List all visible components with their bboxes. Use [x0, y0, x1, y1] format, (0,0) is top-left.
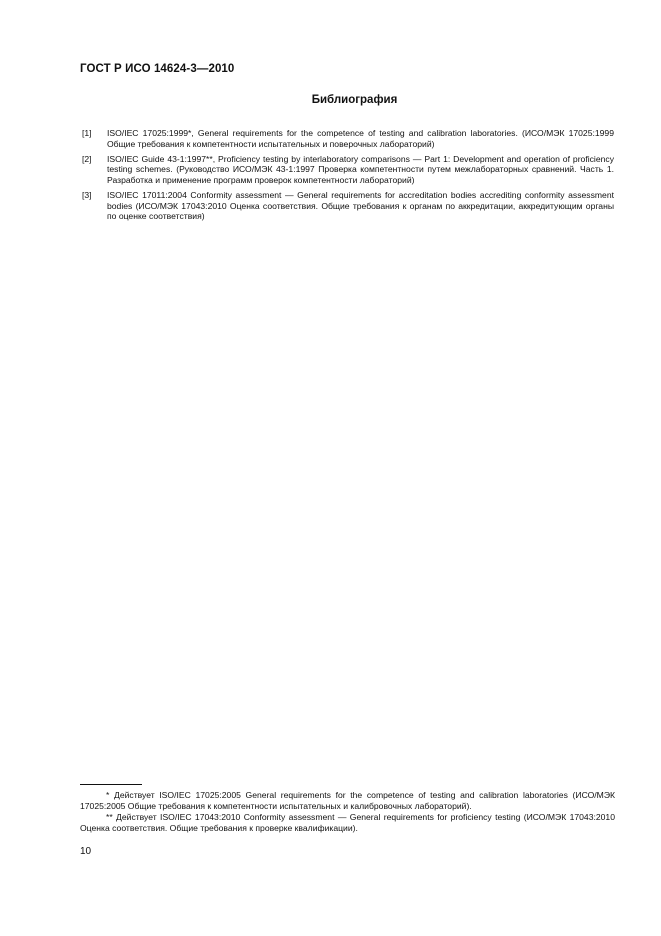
footnote: * Действует ISO/IEC 17025:2005 General requirements for the competence of testing and calibration laboratories (ИСО/МЭК 17025:2005 Общие требования к компетентности испытательных и калибровочных лабораторий).: [80, 790, 615, 811]
footnote: ** Действует ISO/IEC 17043:2010 Conformity assessment — General requirements for proficiency testing (ИСО/МЭК 17043:2010 Оценка соответствия. Общие требования к проверке квалификации).: [80, 812, 615, 833]
footnote-divider: [80, 784, 142, 785]
entry-text: ISO/IEC Guide 43-1:1997**, Proficiency testing by interlaboratory comparisons — Part 1: Development and operation of proficiency testing schemes. (Руководство ИСО/МЭК 43-1:1997 Проверка компетентности путем межлабораторных сравнений. Часть 1. Разработка и применение программ проверок компетентности лабораторий): [107, 153, 614, 185]
bibliography-list: [82, 128, 614, 226]
bibliography-entry: [82, 190, 614, 222]
entry-text: ISO/IEC 17011:2004 Conformity assessment — General requirements for accreditation bodies accrediting conformity assessment bodies (ИСО/МЭК 17043:2010 Оценка соответствия. Общие требования к органам по аккредитации, аккредитующим органы по оценке соответствия): [107, 189, 614, 222]
bibliography-entry: [82, 154, 614, 186]
entry-number: [1]: [82, 128, 92, 138]
section-title: Библиография: [311, 94, 398, 106]
footnotes: [80, 790, 615, 834]
entry-number: [3]: [82, 189, 92, 200]
entry-text: ISO/IEC 17025:1999*, General requirements for the competence of testing and calibration laboratories. (ИСО/МЭК 17025:1999 Общие требования к компетентности испытательных и поверочных лабораторий): [107, 128, 614, 149]
bibliography-entry: [82, 128, 614, 149]
document-header: ГОСТ Р ИСО 14624-3—2010: [80, 63, 235, 75]
entry-number: [2]: [82, 153, 92, 164]
page-number: 10: [80, 846, 92, 857]
